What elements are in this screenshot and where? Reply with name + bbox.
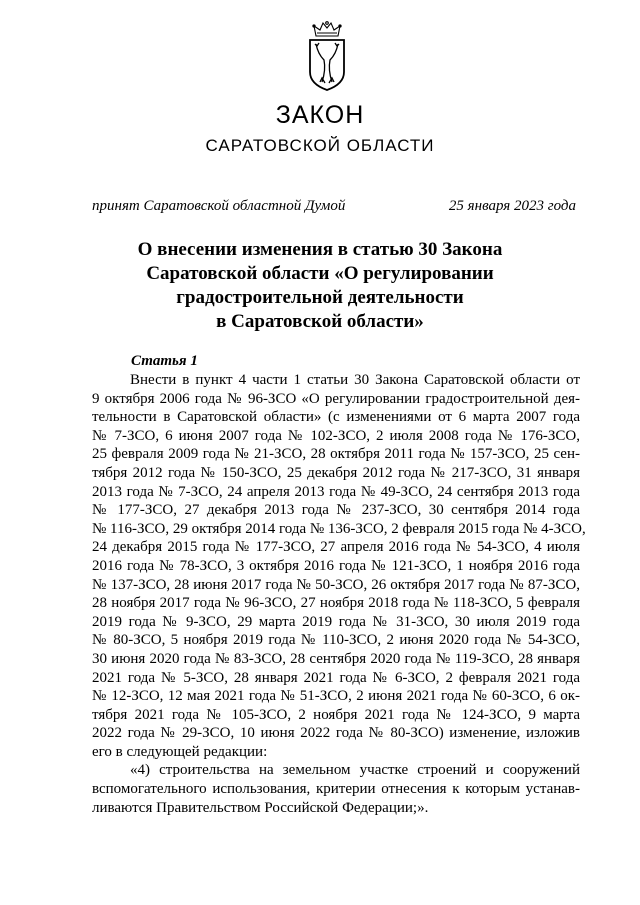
article-line: 25 февраля 2009 года № 21-ЗСО, 28 октября 2011 года № 157-ЗСО, 25 сен- (92, 446, 580, 463)
article-line: № 80-ЗСО, 5 ноября 2019 года № 110-ЗСО, 2 июня 2020 года № 54-ЗСО, (92, 632, 580, 649)
adoption-date: 25 января 2023 года (448, 198, 576, 214)
article-line: его в следующей редакции: (92, 743, 268, 760)
article-line: 2016 года № 78-ЗСО, 3 октября 2016 года № 121-ЗСО, 1 ноября 2016 года (92, 557, 580, 574)
article-line: 2022 года № 29-ЗСО, 10 июня 2022 года № 80-ЗСО) изменение, изложив (92, 725, 580, 742)
article-line: 9 октября 2006 года № 96-ЗСО «О регулировании градостроительной дея- (92, 390, 580, 407)
article-line: № 7-ЗСО, 6 июня 2007 года № 102-ЗСО, 2 июля 2008 года № 176-ЗСО, (92, 427, 580, 444)
law-heading-line: Саратовской области «О регулировании (146, 263, 494, 284)
law-heading-line: градостроительной деятельности (176, 287, 464, 308)
article-line: «4) строительства на земельном участке строений и сооружений (130, 762, 580, 779)
saratov-coat-of-arms-icon (304, 20, 350, 92)
article-line: 2013 года № 7-ЗСО, 24 апреля 2013 года № 49-ЗСО, 24 сентября 2013 года (92, 483, 580, 500)
adopted-by-line: принят Саратовской областной Думой (92, 198, 346, 214)
article-line: 30 июня 2020 года № 83-ЗСО, 28 сентября 2020 года № 119-ЗСО, 28 января (92, 650, 580, 667)
law-heading-line: О внесении изменения в статью 30 Закона (137, 239, 503, 260)
article-line: № 116-ЗСО, 29 октября 2014 года № 136-ЗСО, 2 февраля 2015 года № 4-ЗСО, (92, 520, 586, 537)
law-heading (0, 238, 640, 334)
article-line: № 137-ЗСО, 28 июня 2017 года № 50-ЗСО, 26 октября 2017 года № 87-ЗСО, (92, 576, 580, 593)
article-line: вспомогательного использования, критерии отнесения к которым устанав- (92, 781, 580, 798)
article-body (92, 371, 586, 817)
article-line: тельности в Саратовской области» (с изменениями от 6 марта 2007 года (92, 409, 580, 426)
article-line: 24 декабря 2015 года № 177-ЗСО, 27 апреля 2016 года № 54-ЗСО, 4 июля (92, 539, 580, 556)
article-label: Статья 1 (131, 353, 198, 369)
article-line: 2021 года № 5-ЗСО, 28 января 2021 года № 6-ЗСО, 2 февраля 2021 года (92, 669, 580, 686)
article-line: № 12-ЗСО, 12 мая 2021 года № 51-ЗСО, 2 июня 2021 года № 60-ЗСО, 6 ок- (92, 688, 580, 705)
law-heading-line: в Саратовской области» (216, 311, 424, 332)
article-line: тября 2021 года № 105-ЗСО, 2 ноября 2021 года № 124-ЗСО, 9 марта (92, 706, 580, 723)
document-subtitle: САРАТОВСКОЙ ОБЛАСТИ (205, 136, 435, 155)
article-line: тября 2012 года № 150-ЗСО, 25 декабря 2012 года № 217-ЗСО, 31 января (92, 464, 580, 481)
article-line: 2019 года № 9-ЗСО, 29 марта 2019 года № 31-ЗСО, 30 июля 2019 года (92, 613, 580, 630)
article-line: ливаются Правительством Российской Федерации;». (92, 799, 429, 816)
article-line: Внести в пункт 4 части 1 статьи 30 Закона Саратовской области от (130, 372, 580, 388)
article-line: 28 ноября 2017 года № 96-ЗСО, 27 ноября 2018 года № 118-ЗСО, 5 февраля (92, 595, 580, 612)
article-line: № 177-ЗСО, 27 декабря 2013 года № 237-ЗСО, 30 сентября 2014 года (92, 502, 580, 519)
document-title: ЗАКОН (275, 101, 365, 129)
